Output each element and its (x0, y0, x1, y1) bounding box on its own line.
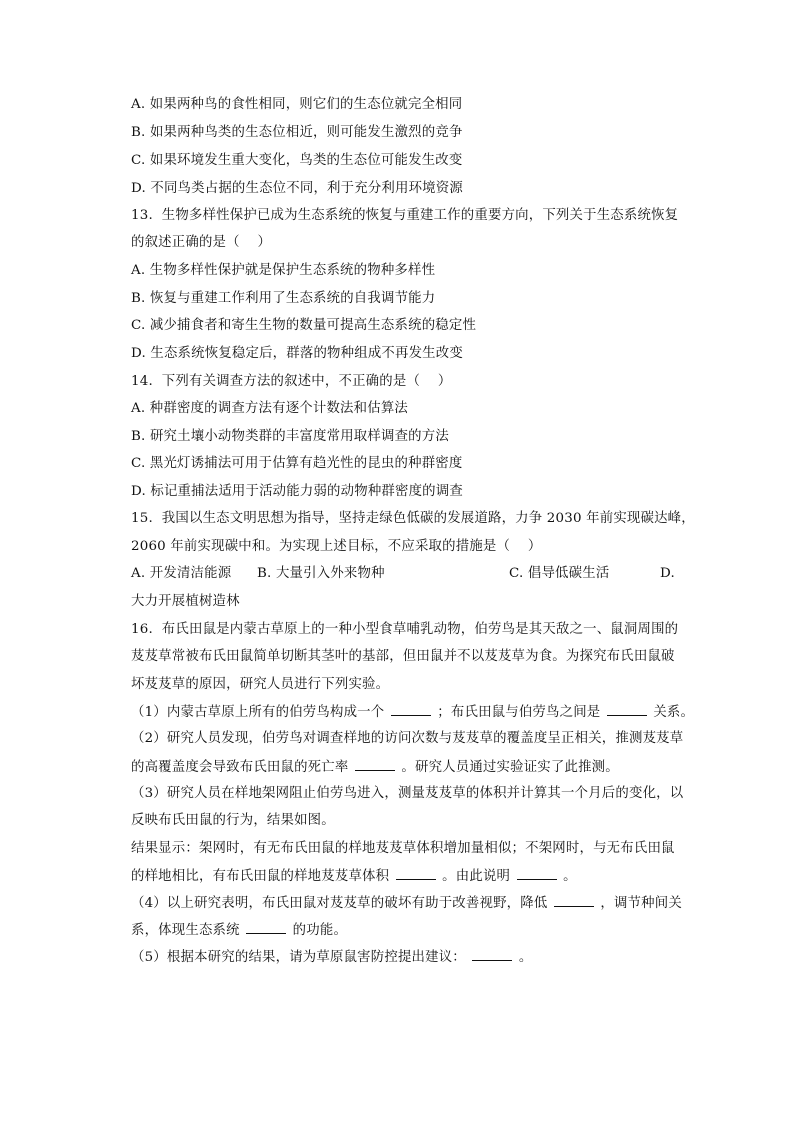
q16-part5-text-a: （5）根据本研究的结果，请为草原鼠害防控提出建议： (131, 950, 466, 965)
q16-part2-line1: （2）研究人员发现，伯劳鸟对调查样地的访问次数与芨芨草的覆盖度呈正相关，推测芨芨草 (131, 731, 684, 746)
q16-part4-text-d: 的功能。 (292, 923, 348, 938)
q12-option-b: B. 如果两种鸟类的生态位相近，则可能发生激烈的竞争 (131, 125, 463, 140)
q16-result-blank1 (396, 868, 436, 880)
q15-option-c: C. 倡导低碳生活 (509, 566, 610, 581)
q13-option-d: D. 生态系统恢复稳定后，群落的物种组成不再发生改变 (131, 346, 463, 361)
q15-stem-line1: 15. 我国以生态文明思想为指导，坚持走绿色低碳的发展道路，力争 2030 年前实现碳达峰， (131, 511, 695, 526)
q13-option-a: A. 生物多样性保护就是保护生态系统的物种多样性 (131, 263, 436, 278)
q16-part2-blank (355, 759, 395, 771)
q16-part1-blank2 (607, 704, 647, 716)
q16-part2-text-a: 的高覆盖度会导致布氏田鼠的死亡率 (131, 760, 349, 775)
q13-option-b: B. 恢复与重建工作利用了生态系统的自我调节能力 (131, 291, 436, 306)
q16-part4-line1 (131, 895, 682, 912)
q16-part2-line2 (131, 759, 619, 776)
q16-result-text-c: 。 (563, 869, 577, 884)
q16-part4-line2 (131, 922, 347, 939)
q15-option-d-label: D. (660, 566, 675, 581)
q16-result-line2 (131, 868, 577, 885)
q16-part1-text-c: 关系。 (653, 705, 695, 720)
q14-stem: 14. 下列有关调查方法的叙述中，不正确的是（ ） (131, 374, 452, 389)
q16-intro-line1: 16. 布氏田鼠是内蒙古草原上的一种小型食草哺乳动物，伯劳鸟是其天敌之一、鼠洞周围的 (131, 622, 679, 637)
q16-result-line1: 结果显示：架网时，有无布氏田鼠的样地芨芨草体积增加量相似；不架网时，与无布氏田鼠 (131, 841, 675, 856)
q16-result-text-b: 。由此说明 (442, 869, 511, 884)
q16-part1-text-a: （1）内蒙古草原上所有的伯劳鸟构成一个 (131, 705, 385, 720)
q13-stem-line1: 13. 生物多样性保护已成为生态系统的恢复与重建工作的重要方向，下列关于生态系统恢复 (131, 208, 679, 223)
q15-stem-line2: 2060 年前实现碳中和。为实现上述目标，不应采取的措施是（ ） (131, 539, 542, 554)
q12-option-a: A. 如果两种鸟的食性相同，则它们的生态位就完全相同 (131, 97, 463, 112)
q16-part3-line2: 反映布氏田鼠的行为，结果如图。 (131, 813, 335, 828)
q14-option-d: D. 标记重捕法适用于活动能力弱的动物种群密度的调查 (131, 484, 463, 499)
q16-part4-text-c: 系，体现生态系统 (131, 923, 240, 938)
q16-part3-line1: （3）研究人员在样地架网阻止伯劳鸟进入，测量芨芨草的体积并计算其一个月后的变化，以 (131, 786, 684, 801)
q15-option-b: B. 大量引入外来物种 (257, 566, 385, 581)
q14-option-a: A. 种群密度的调查方法有逐个计数法和估算法 (131, 401, 409, 416)
q14-option-b: B. 研究土壤小动物类群的丰富度常用取样调查的方法 (131, 429, 449, 444)
q16-part4-text-b: ，调节种间关 (600, 896, 682, 911)
q16-part5 (131, 949, 532, 966)
q15-option-d-text: 大力开展植树造林 (131, 594, 240, 609)
q16-part2-text-b: 。研究人员通过实验证实了此推测。 (401, 760, 619, 775)
q16-result-blank2 (517, 868, 557, 880)
q13-option-c: C. 减少捕食者和寄生生物的数量可提高生态系统的稳定性 (131, 318, 477, 333)
q15-option-a: A. 开发清洁能源 (131, 566, 232, 581)
q16-result-text-a: 的样地相比，有布氏田鼠的样地芨芨草体积 (131, 869, 390, 884)
q16-part5-text-b: 。 (518, 950, 533, 965)
q16-part1-blank1 (391, 704, 431, 716)
q16-intro-line3: 坏芨芨草的原因，研究人员进行下列实验。 (131, 677, 390, 692)
q12-option-c: C. 如果环境发生重大变化，鸟类的生态位可能发生改变 (131, 153, 463, 168)
q16-part4-blank1 (554, 895, 594, 907)
q16-part1-text-b: ；布氏田鼠与伯劳鸟之间是 (437, 705, 601, 720)
q16-intro-line2: 芨芨草常被布氏田鼠简单切断其茎叶的基部，但田鼠并不以芨芨草为食。为探究布氏田鼠破 (131, 649, 675, 664)
q16-part4-blank2 (246, 922, 286, 934)
q14-option-c: C. 黑光灯诱捕法可用于估算有趋光性的昆虫的种群密度 (131, 456, 463, 471)
q16-part1 (131, 704, 694, 721)
q16-part4-text-a: （4）以上研究表明，布氏田鼠对芨芨草的破坏有助于改善视野，降低 (131, 896, 548, 911)
q12-option-d: D. 不同鸟类占据的生态位不同，利于充分利用环境资源 (131, 181, 463, 196)
q13-stem-line2: 的叙述正确的是（ ） (131, 235, 272, 250)
q16-part5-blank (472, 949, 512, 961)
